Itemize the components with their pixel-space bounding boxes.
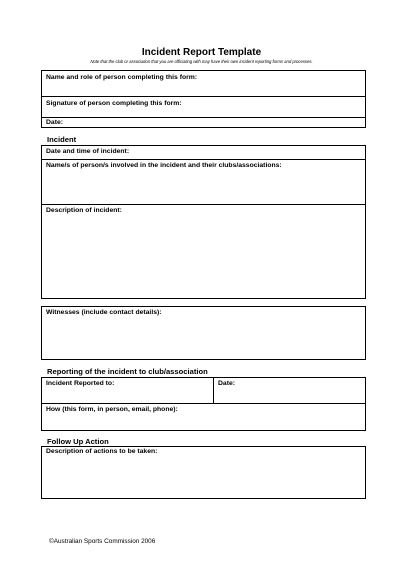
name-role-label: Name and role of person completing this form: <box>46 74 198 81</box>
signature-row[interactable] <box>42 96 365 118</box>
how-row[interactable] <box>42 403 365 430</box>
reported-to-label: Incident Reported to: <box>46 380 115 387</box>
witnesses-box[interactable] <box>41 306 366 360</box>
persons-row[interactable] <box>42 159 365 205</box>
reporting-heading: Reporting of the incident to club/association <box>47 367 208 376</box>
reporting-date-label: Date: <box>218 380 235 387</box>
description-row[interactable] <box>42 204 365 298</box>
reporting-section <box>41 377 366 431</box>
page-title: Incident Report Template <box>141 47 262 58</box>
date-row[interactable] <box>42 117 365 128</box>
how-label: How (this form, in person, email, phone): <box>46 406 178 413</box>
incident-heading: Incident <box>47 135 77 144</box>
persons-label: Name/s of person/s involved in the incident and their clubs/associations: <box>46 162 282 169</box>
copyright-footer: ©Australian Sports Commission 2006 <box>49 538 156 545</box>
date-time-label: Date and time of incident: <box>46 148 130 155</box>
date-label: Date: <box>46 119 63 126</box>
incident-section <box>41 145 366 299</box>
follow-up-box[interactable] <box>41 446 366 499</box>
actions-label: Description of actions to be taken: <box>46 448 158 455</box>
page-note: Note that the club or association that you are officiating with may have their own incident reporting forms and processes. <box>90 59 313 64</box>
description-label: Description of incident: <box>46 207 122 214</box>
signature-label: Signature of person completing this form: <box>46 100 182 107</box>
completer-section <box>41 70 366 128</box>
witnesses-label: Witnesses (include contact details): <box>46 309 162 316</box>
follow-up-heading: Follow Up Action <box>47 437 109 446</box>
reporting-divider <box>213 378 214 404</box>
